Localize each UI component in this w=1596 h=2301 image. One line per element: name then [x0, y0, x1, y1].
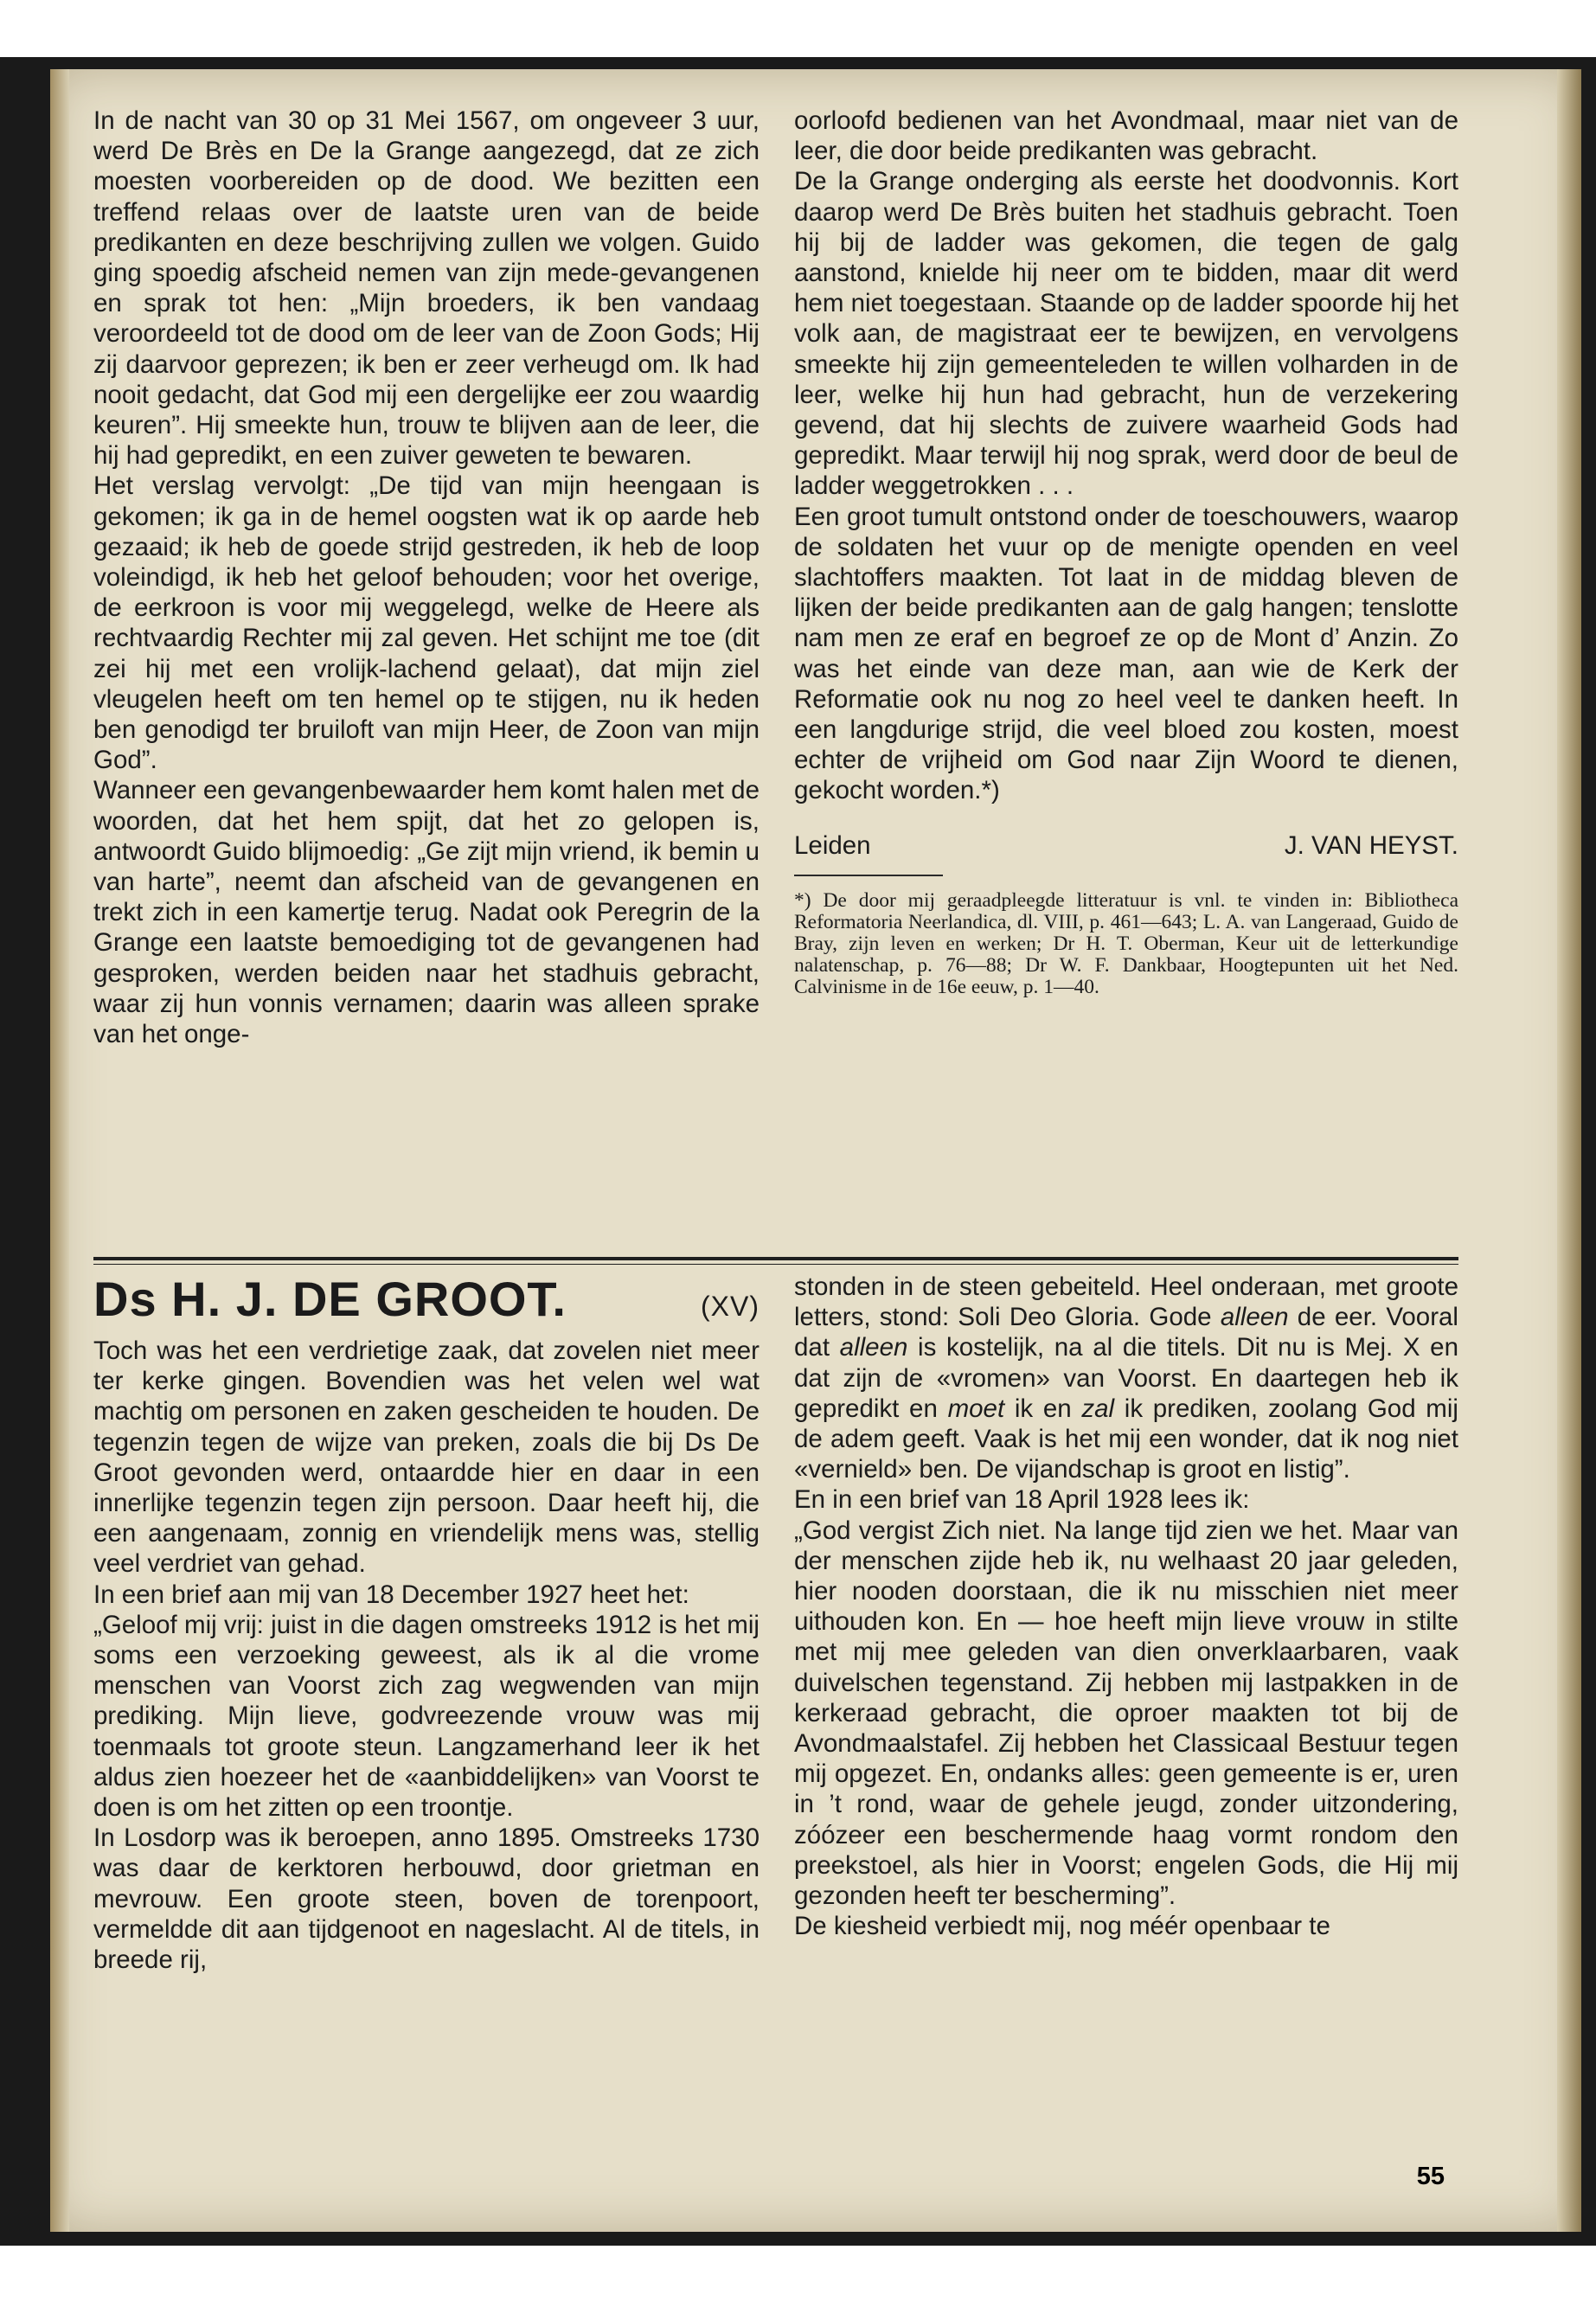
emphasis: alleen — [1220, 1303, 1289, 1332]
text-run: is kostelijk, na al die titels. Dit nu is Mej. X en dat zijn de «vromen» van Voorst. En daartegen heb ik gepredikt en — [794, 1333, 1458, 1423]
paragraph — [794, 1272, 1458, 1484]
footnote: *) De door mij geraadpleegde litteratuur is vnl. te vinden in: Bibliotheca Reformatoria Neerlandica, dl. VIII, p. 461—643; L. A. van Langeraad, Guido de Bray, zijn leven en werken; Dr H. T. Oberman, Keur uit de letterkundige nalatenschap, p. 76—88; Dr W. F. Dankbaar, Hoogtepunten uit het Ned. Calvinisme in de 16e eeuw, p. 1—40. — [794, 888, 1458, 998]
article-title: Ds H. J. DE GROOT. — [93, 1272, 567, 1326]
article-end-right-column — [794, 106, 1458, 1247]
text-run: stonden in de steen gebeiteld. Heel onderaan, met groote letters, stond: Soli Deo Gloria. Gode — [794, 1272, 1458, 1332]
paragraph: „Geloof mij vrij: juist in die dagen omstreeks 1912 is het mij soms een verzoeking geweest, als ik al die vrome menschen van Voorst zich zag wegwenden van mijn prediking. Mijn lieve, godvreezende vrouw was mij toenmaals tot groote steun. Langzamerhand leer ik het aldus zien hoezeer het de «aanbiddelijken» van Voorst te doen is om het zitten op een troontje. — [93, 1610, 760, 1823]
emphasis: zal — [1081, 1394, 1115, 1423]
article-part-number: (XV) — [701, 1291, 760, 1322]
paragraph: En in een brief van 18 April 1928 lees ik: — [794, 1485, 1250, 1515]
author-signature — [794, 830, 1458, 861]
emphasis: alleen — [839, 1333, 908, 1362]
paragraph: „God vergist Zich niet. Na lange tijd zien we het. Maar van der menschen zijde heb ik, nu welhaast 20 jaar geleden, hier nooden doorstaan, die ik nu misschien niet meer uithouden kon. En — hoe heeft mijn lieve vrouw in stilte met mij mee geleden van dien onverklaarbaren, vaak duivelschen tegenstand. Zij hebben mij lastpakken in de kerkeraad gebracht, die oproer maakten tot bij de Avondmaalstafel. Zij hebben het Classicaal Bestuur tegen mij opgezet. En, ondanks alles: geen gemeente is er, uren in ’t rond, waar de gehele jeugd, zonder uitzondering, zóózeer een beschermende haag vormt rondom den preekstoel, als hier in Voorst; engelen Gods, die Hij mij gezonden heeft ter bescherming”. — [794, 1516, 1458, 1911]
paragraph: De kiesheid verbiedt mij, nog méér openbaar te — [794, 1912, 1330, 1941]
new-article-left-column — [93, 1272, 760, 2171]
emphasis: moet — [947, 1394, 1005, 1423]
paragraph: Wanneer een gevangenbewaarder hem komt halen met de woorden, dat het hem spijt, dat het zo gelopen is, antwoordt Guido blijmoedig: „Ge zijt mijn vriend, ik bemin u van harte”, neemt dan afscheid van de gevangenen en trekt zich in een kamertje terug. Nadat ook Peregrin de la Grange een laatste bemoediging tot de gevangenen had gesproken, werden beiden naar het stadhuis gebracht, waar zij hun vonnis vernamen; daarin was alleen sprake van het onge- — [93, 776, 760, 1049]
new-article-right-column — [794, 1272, 1458, 2189]
paragraph: De la Grange onderging als eerste het doodvonnis. Kort daarop werd De Brès buiten het stadhuis gebracht. Toen hij bij de ladder was gekomen, die tegen de galg aanstond, knielde hij neer om te bidden, maar dit werd hem niet toegestaan. Staande op de ladder spoorde hij het volk aan, de magistraat eer te bewijzen, en vervolgens smeekte hij zijn gemeenteleden te willen volharden in de leer, welke hij hun had gebracht, hun de verzekering gevend, dat hij slechts de zuivere waarheid Gods had gepredikt. Maar terwijl hij nog sprak, werd door de beul de ladder weggetrokken . . . — [794, 167, 1458, 501]
article-heading — [93, 1272, 760, 1327]
paragraph: Een groot tumult ontstond onder de toeschouwers, waarop de soldaten het vuur op de menigte openden en veel slachtoffers maakten. Tot laat in de middag bleven de lijken der beide predikanten aan de galg hangen; tenslotte nam men ze eraf en begroef ze op de Mont d’ Anzin. Zo was het einde van deze man, aan wie de Kerk der Reformatie ook nu nog zo heel veel te danken heeft. In een langdurige strijd, die veel bloed zou kosten, moest echter de vrijheid om God naar Zijn Woord te dienen, gekocht worden.*) — [794, 502, 1458, 805]
binding-edge — [50, 69, 69, 2232]
section-divider-thin — [93, 1264, 1458, 1265]
paragraph: In de nacht van 30 op 31 Mei 1567, om ongeveer 3 uur, werd De Brès en De la Grange aangezegd, dat ze zich moesten voorbereiden op de dood. We bezitten een treffend relaas over de laatste uren van de beide predikanten en deze beschrijving zullen we volgen. Guido ging spoedig afscheid nemen van zijn mede-gevangenen en sprak tot hen: „Mijn broeders, ik ben vandaag veroordeeld tot de dood om de leer van de Zoon Gods; Hij zij daarvoor geprezen; ik ben er zeer verheugd om. Ik had nooit gedacht, dat God mij een dergelijke eer zou waardig keuren”. Hij smeekte hun, trouw te blijven aan de leer, die hij had gepredikt, en een zuiver geweten te bewaren. — [93, 106, 760, 471]
text-run: ik en — [1004, 1394, 1082, 1423]
text-run: ik prediken, zoolang God mij de adem geeft. Vaak is het mij een wonder, dat ik nog niet «vernield» ben. De vijandschap is groot en listig”. — [794, 1394, 1458, 1484]
paragraph: In Losdorp was ik beroepen, anno 1895. Omstreeks 1730 was daar de kerktoren herbouwd, door grietman en mevrouw. Een groote steen, boven de torenpoort, vermeldde dit aan tijdgenoot en nageslacht. Al de titels, in breede rij, — [93, 1823, 760, 1975]
paragraph: oorloofd bedienen van het Avondmaal, maar niet van de leer, die door beide predikanten was gebracht. — [794, 106, 1458, 166]
signature-name: J. VAN HEYST. — [1284, 830, 1458, 860]
text-run: de eer. Vooral dat — [794, 1303, 1458, 1362]
article-end-left-column — [93, 106, 760, 1243]
page-edge — [1557, 69, 1581, 2232]
paragraph: Het verslag vervolgt: „De tijd van mijn heengaan is gekomen; ik ga in de hemel oogsten wat ik op aarde heb gezaaid; ik heb de goede strijd gestreden, ik heb de loop voleindigd, ik heb het geloof behouden; voor het overige, de eerkroon is voor mij weggelegd, welke de Heere als rechtvaardig Rechter mij zal geven. Het schijnt me toe (dit zei hij met een vrolijk-lachend gelaat), dat mijn ziel vleugelen heeft om ten hemel op te stijgen, nu ik heden ben genodigd ter bruiloft van mijn Heer, de Zoon van mijn God”. — [93, 471, 760, 775]
section-divider — [93, 1257, 1458, 1260]
signature-place: Leiden — [794, 830, 871, 860]
page-number: 55 — [1416, 2163, 1445, 2190]
footnote-divider — [794, 875, 943, 876]
paragraph: Toch was het een verdrietige zaak, dat zovelen niet meer ter kerke gingen. Bovendien was het velen wel wat machtig om personen en zaken gescheiden te houden. De tegenzin tegen de wijze van preken, zoals die bij Ds De Groot gevonden werd, ontaardde hier en daar in een innerlijke tegenzin tegen zijn persoon. Daar heeft hij, die een aangenaam, zonnig en vriendelijk mens was, stellig veel verdriet van gehad. — [93, 1336, 760, 1579]
paragraph: In een brief aan mij van 18 December 1927 heet het: — [93, 1580, 689, 1609]
